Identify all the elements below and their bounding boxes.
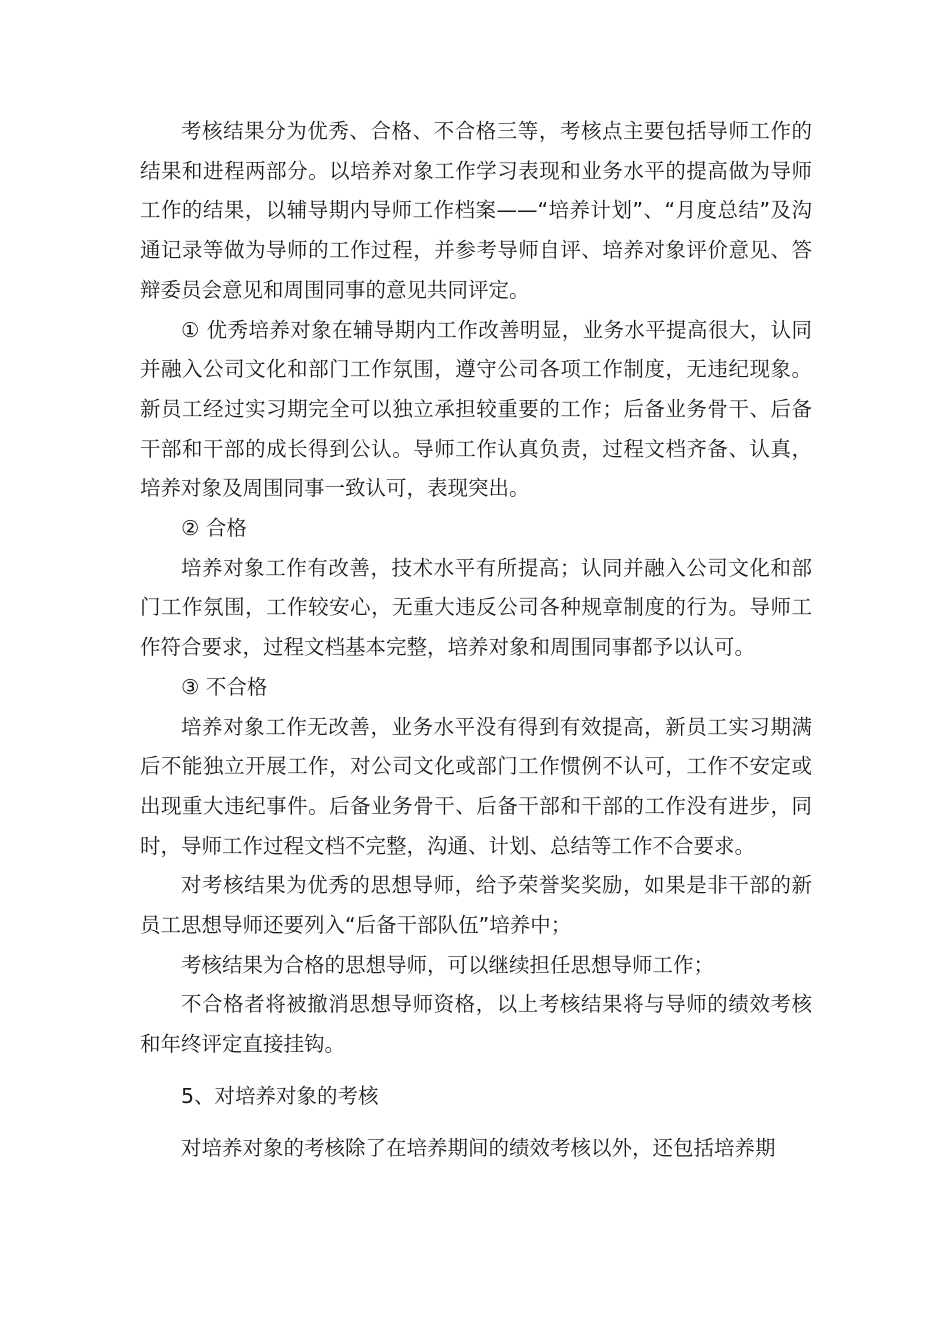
heading-qualified: ② 合格 — [181, 516, 247, 541]
paragraph-unqualified: 培养对象工作无改善，业务水平没有得到有效提高，新员工实习期满后不能独立开展工作，对公司文化或部门工作惯例不认可，工作不安定或出现重大违纪事件。后备业务骨干、后备干部和干部的工作没有进步，同时，导师工作过程文档不完整，沟通、计划、总结等工作不合要求。 — [140, 714, 812, 858]
paragraph-trainee-assessment: 对培养对象的考核除了在培养期间的绩效考核以外，还包括培养期 — [181, 1135, 776, 1160]
paragraph-excellent-reward: 对考核结果为优秀的思想导师，给予荣誉奖奖励，如果是非干部的新员工思想导师还要列入“后备干部队伍”培养中； — [140, 873, 812, 938]
paragraph-qualified: 培养对象工作有改善，技术水平有所提高；认同并融入公司文化和部门工作氛围，工作较安心，无重大违反公司各种规章制度的行为。导师工作符合要求，过程文档基本完整，培养对象和周围同事都予以认可。 — [140, 555, 812, 660]
document-page — [140, 112, 812, 1168]
paragraph-qualified-continue: 考核结果为合格的思想导师，可以继续担任思想导师工作； — [181, 952, 714, 977]
paragraph-unqualified-revoke: 不合格者将被撤消思想导师资格，以上考核结果将与导师的绩效考核和年终评定直接挂钩。 — [140, 992, 812, 1057]
paragraph-assessment-overview: 考核结果分为优秀、合格、不合格三等，考核点主要包括导师工作的结果和进程两部分。以培养对象工作学习表现和业务水平的提高做为导师工作的结果，以辅导期内导师工作档案——“培养计划”、“月度总结”及沟通记录等做为导师的工作过程，并参考导师自评、培养对象评价意见、答辩委员会意见和周围同事的意见共同评定。 — [140, 119, 812, 302]
section-heading-trainee-assessment: 5、对培养对象的考核 — [181, 1083, 379, 1108]
paragraph-excellent: ① 优秀培养对象在辅导期内工作改善明显，业务水平提高很大，认同并融入公司文化和部门工作氛围，遵守公司各项工作制度，无违纪现象。新员工经过实习期完全可以独立承担较重要的工作；后备业务骨干、后备干部和干部的成长得到公认。导师工作认真负责，过程文档齐备、认真，培养对象及周围同事一致认可，表现突出。 — [140, 317, 812, 501]
heading-unqualified: ③ 不合格 — [181, 674, 268, 699]
